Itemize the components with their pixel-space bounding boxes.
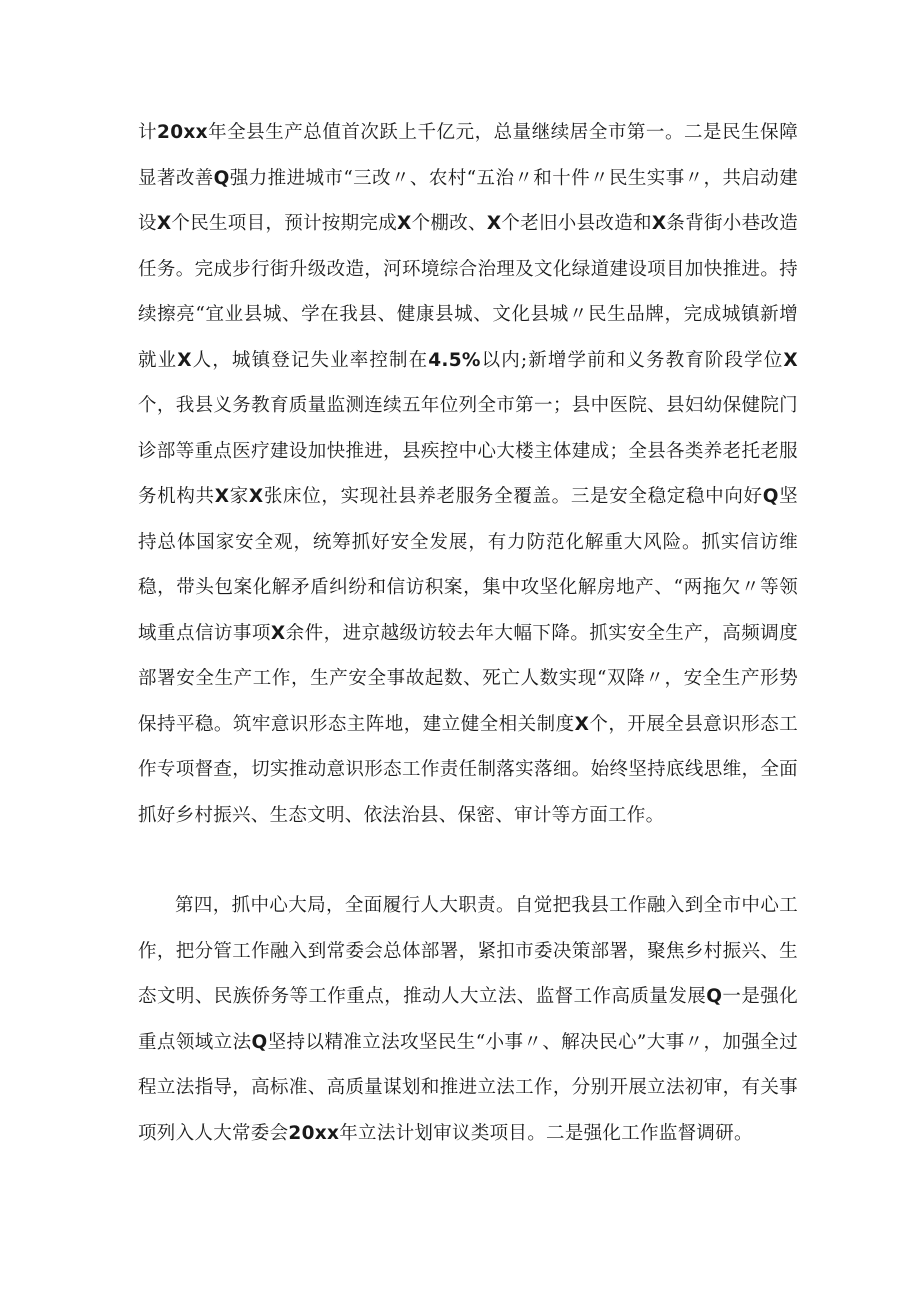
bold-inline-value: X <box>248 486 264 507</box>
text-run: 强力推进城市“三改〃、农村“五治〃和十件〃民生实事〃，共启动建设 <box>138 167 799 234</box>
bold-inline-value: X <box>651 213 667 234</box>
bold-inline-value: 4.5% <box>428 349 481 371</box>
bold-inline-value: Q <box>213 167 230 189</box>
text-run: 条背街小巷改造任务。完成步行街升级改造，河环境综合治理及文化绿道建设项目加快推进。持续擦亮“宜业县城、学在我县、健康县城、文化县城〃民生品牌，完成城镇新增就业 <box>138 213 799 371</box>
text-run: 个，开展全县意识形态工作专项督查，切实推动意识形态工作责任制落实落细。始终坚持底线思维，全面抓好乡村振兴、生态文明、依法治县、保密、审计等方面工作。 <box>138 713 798 826</box>
bold-inline-value: Q <box>706 986 723 1007</box>
text-run: 个，我县义务教育质量监测连续五年位列全市第一；县中医院、县妇幼保健院门诊部等重点医疗建设加快推进，县疾控中心大楼主体建成；全县各类养老托老服务机构共 <box>138 395 798 507</box>
text-run: 张床位，实现社县养老服务全覆盖。三是安全稳定稳中向好 <box>263 486 763 507</box>
text-run: 个老旧小县改造和 <box>501 213 652 234</box>
text-run: 坚持总体国家安全观，统筹抓好安全发展，有力防范化解重大风险。抓实信访维稳，带头包案化解矛盾纠纷和信访积案，集中攻坚化解房地产、“两拖欠〃等领域重点信访事项 <box>138 486 798 644</box>
bold-inline-value: 20xx <box>157 122 208 143</box>
text-run: 年全县生产总值首次跃上千亿元，总量继续居全市第一。二是民生保障显著改善 <box>138 122 798 189</box>
bold-inline-value: X <box>270 622 286 644</box>
bold-inline-value: X <box>156 213 172 234</box>
bold-inline-value: Q <box>251 1031 268 1053</box>
text-run: 第四，抓中心大局，全面履行人大职责。自觉把我县工作融入到全市中心工作，把分管工作融入到常委会总体部署，紧扣市委决策部署，聚焦乡村振兴、生态文明、民族侨务等工作重点，推动人大立法、监督工作高质量发展 <box>138 895 798 1007</box>
bold-inline-value: X <box>574 713 590 735</box>
text-run: 计 <box>138 122 158 143</box>
bold-inline-value: Q <box>762 486 779 507</box>
text-run: 个民生项目，预计按期完成 <box>171 213 398 234</box>
bold-inline-value: X <box>783 349 798 371</box>
bold-inline-value: X <box>177 349 192 371</box>
text-run: 余件，进京越级访较去年大幅下降。抓实安全生产，高频调度部署安全生产工作，生产安全事故起数、死亡人数实现“双降〃，安全生产形势保持平稳。筑牢意识形态主阵地，建立健全相关制度 <box>138 622 798 735</box>
text-run: 坚持以精准立法攻坚民生“小事〃、解决民心”大事〃，加强全过程立法指导，高标准、高质量谋划和推进立法工作，分别开展立法初审，有关事项列入人大常委会 <box>138 1031 798 1144</box>
bold-inline-value: X <box>397 213 412 234</box>
text-run: 年立法计划审议类项目。二是强化工作监督调研。 <box>339 1122 753 1144</box>
body-paragraph <box>138 110 798 838</box>
body-paragraph <box>138 883 798 1156</box>
text-run: 以内;新增学前和义务教育阶段学位 <box>480 349 784 371</box>
bold-inline-value: X <box>486 213 502 234</box>
text-run: 一是强化重点领域立法 <box>138 986 798 1053</box>
text-run: 个棚改、 <box>411 213 487 234</box>
bold-inline-value: X <box>214 486 230 507</box>
bold-inline-value: 20xx <box>288 1122 340 1144</box>
text-run: 人，城镇登记失业率控制在 <box>191 349 429 371</box>
text-run: 家 <box>229 486 249 507</box>
